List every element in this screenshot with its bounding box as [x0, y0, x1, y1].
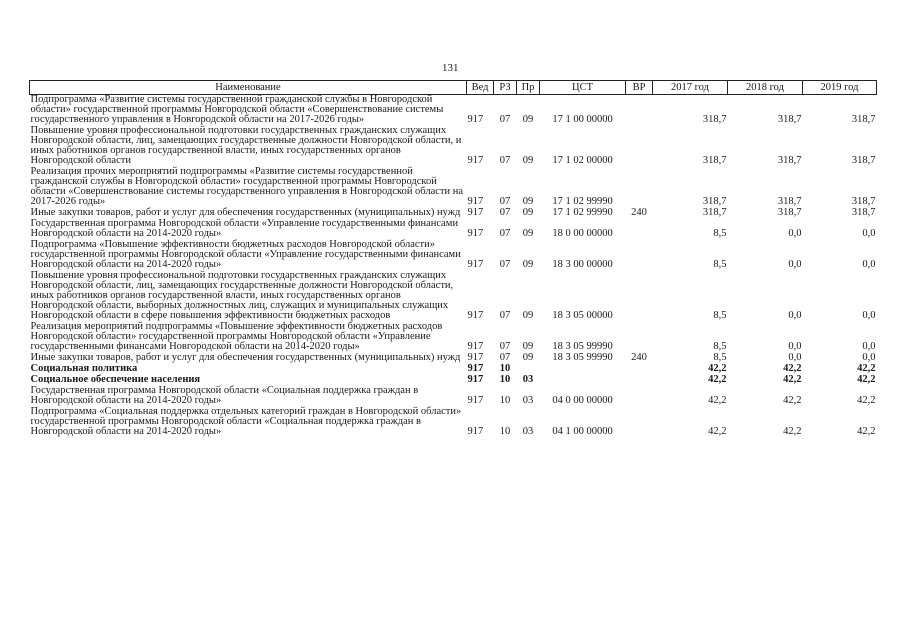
- row-rz: 07: [499, 196, 511, 207]
- row-ved: 917: [467, 310, 484, 321]
- row-vr: [626, 95, 653, 127]
- row-rz: 07: [499, 341, 511, 352]
- row-rz: 07: [499, 228, 511, 239]
- row-vr: [626, 126, 653, 167]
- header-name: Наименование: [30, 81, 467, 95]
- row-cst: 17 1 02 99990: [552, 207, 613, 218]
- row-rz: 07: [499, 207, 511, 218]
- row-vr: [626, 271, 653, 322]
- row-cst: 18 3 05 99990: [552, 341, 613, 352]
- row-rz: 07: [499, 155, 511, 166]
- row-vr: [626, 240, 653, 271]
- row-name: Иные закупки товаров, работ и услуг для обеспечения государственных (муниципальных) нужд: [30, 352, 461, 363]
- row-vr: [626, 407, 653, 438]
- row-ved: 917: [467, 228, 484, 239]
- row-2019: 318,7: [851, 196, 876, 207]
- row-2018: 318,7: [777, 155, 802, 166]
- row-2017: 8,5: [713, 228, 727, 239]
- row-pr: 03: [522, 374, 534, 385]
- row-name: Повышение уровня профессиональной подготовки государственных гражданских служащих Новгородской области, лиц, замещающих государственные должности Новгородской области, и иных работников органов государственной власти, иных государственных органов Новгородской области: [30, 125, 462, 166]
- row-cst: 04 1 00 00000: [552, 426, 613, 437]
- row-vr: [626, 322, 653, 353]
- header-vr: ВР: [626, 81, 653, 95]
- row-name: Подпрограмма «Социальная поддержка отдельных категорий граждан в Новгородской области» государственной программы Новгородской области «Социальная поддержка граждан в Новгородской области на 2014-2020 годы»: [30, 406, 462, 437]
- row-ved: 917: [467, 155, 484, 166]
- row-ved: 917: [467, 341, 484, 352]
- row-pr: 09: [522, 207, 534, 218]
- row-2019: 0,0: [862, 352, 876, 363]
- row-2019: 42,2: [857, 363, 876, 374]
- row-name: Социальная политика: [30, 363, 138, 374]
- table-row: [30, 219, 877, 240]
- row-name: Реализация прочих мероприятий подпрограммы «Развитие системы государственной гражданской службы в Новгородской области» государственной программы Новгородской области «Совершенствование системы государственного управления в Новгородской области на 2017-2026 годы»: [30, 166, 464, 207]
- row-cst: [540, 364, 626, 375]
- row-2019: 0,0: [862, 341, 876, 352]
- row-pr: 03: [522, 426, 534, 437]
- header-2019: 2019 год: [803, 81, 877, 95]
- row-ved: 917: [467, 114, 484, 125]
- row-name: Повышение уровня профессиональной подготовки государственных гражданских служащих Новгородской области, лиц, замещающих государственные должности Новгородской области, иных работников органов государственной власти, иных государственных органов Новгородской области, выборных должностных лиц, служащих и муниципальных служащих Новгородской области в сфере повышения эффективности бюджетных расходов: [30, 270, 454, 321]
- row-rz: 07: [499, 352, 511, 363]
- row-ved: 917: [467, 363, 484, 374]
- row-2018: 0,0: [788, 228, 802, 239]
- row-rz: 10: [499, 374, 511, 385]
- row-vr: 240: [631, 207, 647, 218]
- header-pr: Пр: [517, 81, 540, 95]
- row-2017: 42,2: [708, 374, 727, 385]
- row-2019: 318,7: [851, 207, 876, 218]
- table-row: [30, 407, 877, 438]
- row-pr: 03: [522, 395, 534, 406]
- header-rz: РЗ: [494, 81, 517, 95]
- row-cst: 18 3 05 00000: [552, 310, 613, 321]
- row-2018: 42,2: [783, 363, 802, 374]
- row-cst: 17 1 00 00000: [552, 114, 613, 125]
- row-2017: 8,5: [713, 352, 727, 363]
- row-cst: 18 3 00 00000: [552, 259, 613, 270]
- row-rz: 10: [499, 426, 511, 437]
- row-ved: 917: [467, 426, 484, 437]
- row-2019: 42,2: [857, 395, 876, 406]
- row-2019: 42,2: [857, 374, 876, 385]
- row-pr: 09: [522, 259, 534, 270]
- table-row: [30, 126, 877, 167]
- row-2017: 318,7: [702, 155, 727, 166]
- row-ved: 917: [467, 196, 484, 207]
- row-2018: 0,0: [788, 341, 802, 352]
- row-2017: 8,5: [713, 310, 727, 321]
- row-vr: [626, 386, 653, 407]
- row-rz: 07: [499, 114, 511, 125]
- row-cst: 18 3 05 99990: [552, 352, 613, 363]
- table-row: [30, 240, 877, 271]
- row-2017: 8,5: [713, 259, 727, 270]
- row-vr: [626, 375, 653, 386]
- row-vr: [626, 219, 653, 240]
- table-row: [30, 322, 877, 353]
- row-rz: 07: [499, 259, 511, 270]
- row-2019: 42,2: [857, 426, 876, 437]
- row-pr: 09: [522, 228, 534, 239]
- row-2018: 42,2: [783, 395, 802, 406]
- header-2017: 2017 год: [653, 81, 728, 95]
- row-rz: 10: [499, 395, 511, 406]
- row-ved: 917: [467, 207, 484, 218]
- row-rz: 10: [499, 363, 511, 374]
- table-row: [30, 353, 877, 364]
- row-ved: 917: [467, 395, 484, 406]
- table-body: [30, 95, 877, 439]
- table-row: [30, 95, 877, 127]
- row-pr: 09: [522, 196, 534, 207]
- row-2018: 0,0: [788, 259, 802, 270]
- row-2017: 318,7: [702, 196, 727, 207]
- row-pr: 09: [522, 341, 534, 352]
- table-row: [30, 386, 877, 407]
- row-2018: 318,7: [777, 114, 802, 125]
- row-2017: 42,2: [708, 363, 727, 374]
- row-name: Иные закупки товаров, работ и услуг для обеспечения государственных (муниципальных) нужд: [30, 207, 461, 218]
- row-2019: 318,7: [851, 114, 876, 125]
- row-2017: 318,7: [702, 114, 727, 125]
- row-cst: [540, 375, 626, 386]
- row-name: Государственная программа Новгородской области «Управление государственными финансами Новгородской области на 2014-2020 годы»: [30, 218, 459, 239]
- row-2017: 42,2: [708, 426, 727, 437]
- row-2018: 42,2: [783, 426, 802, 437]
- row-ved: 917: [467, 374, 484, 385]
- header-ved: Вед: [467, 81, 494, 95]
- row-pr: 09: [522, 352, 534, 363]
- row-2018: 0,0: [788, 352, 802, 363]
- row-2017: 8,5: [713, 341, 727, 352]
- row-vr: [626, 167, 653, 208]
- row-2018: 42,2: [783, 374, 802, 385]
- header-cst: ЦСТ: [540, 81, 626, 95]
- row-name: Подпрограмма «Развитие системы государственной гражданской службы в Новгородской области» государственной программы Новгородской области «Совершенствование системы государственного управления в Новгородской области на 2017-2026 годы»: [30, 94, 444, 125]
- budget-table: [29, 80, 877, 438]
- row-2019: 318,7: [851, 155, 876, 166]
- row-2018: 318,7: [777, 196, 802, 207]
- page-number: 131: [442, 62, 459, 74]
- row-name: Реализация мероприятий подпрограммы «Повышение эффективности бюджетных расходов Новгородской области» государственной программы Новгородской области «Управление государственными финансами Новгородской области на 2014-2020 годы»: [30, 321, 443, 352]
- table-header-row: [30, 81, 877, 95]
- row-pr: 09: [522, 155, 534, 166]
- row-ved: 917: [467, 352, 484, 363]
- row-vr: 240: [631, 352, 647, 363]
- header-2018: 2018 год: [728, 81, 803, 95]
- table-row: [30, 167, 877, 208]
- row-2019: 0,0: [862, 228, 876, 239]
- row-cst: 17 1 02 99990: [552, 196, 613, 207]
- row-2019: 0,0: [862, 310, 876, 321]
- row-pr: 09: [522, 114, 534, 125]
- row-2017: 42,2: [708, 395, 727, 406]
- table-row: [30, 271, 877, 322]
- row-cst: 18 0 00 00000: [552, 228, 613, 239]
- row-2018: 0,0: [788, 310, 802, 321]
- row-name: Государственная программа Новгородской области «Социальная поддержка граждан в Новгородской области на 2014-2020 годы»: [30, 385, 419, 406]
- row-rz: 07: [499, 310, 511, 321]
- row-name: Социальное обеспечение населения: [30, 374, 201, 385]
- row-cst: 17 1 02 00000: [552, 155, 613, 166]
- row-2019: 0,0: [862, 259, 876, 270]
- row-name: Подпрограмма «Повышение эффективности бюджетных расходов Новгородской области» государственной программы Новгородской области «Управление государственными финансами Новгородской области на 2014-2020 годы»: [30, 239, 461, 270]
- row-2017: 318,7: [702, 207, 727, 218]
- row-cst: 04 0 00 00000: [552, 395, 613, 406]
- row-vr: [626, 364, 653, 375]
- row-pr: 09: [522, 310, 534, 321]
- row-2018: 318,7: [777, 207, 802, 218]
- row-ved: 917: [467, 259, 484, 270]
